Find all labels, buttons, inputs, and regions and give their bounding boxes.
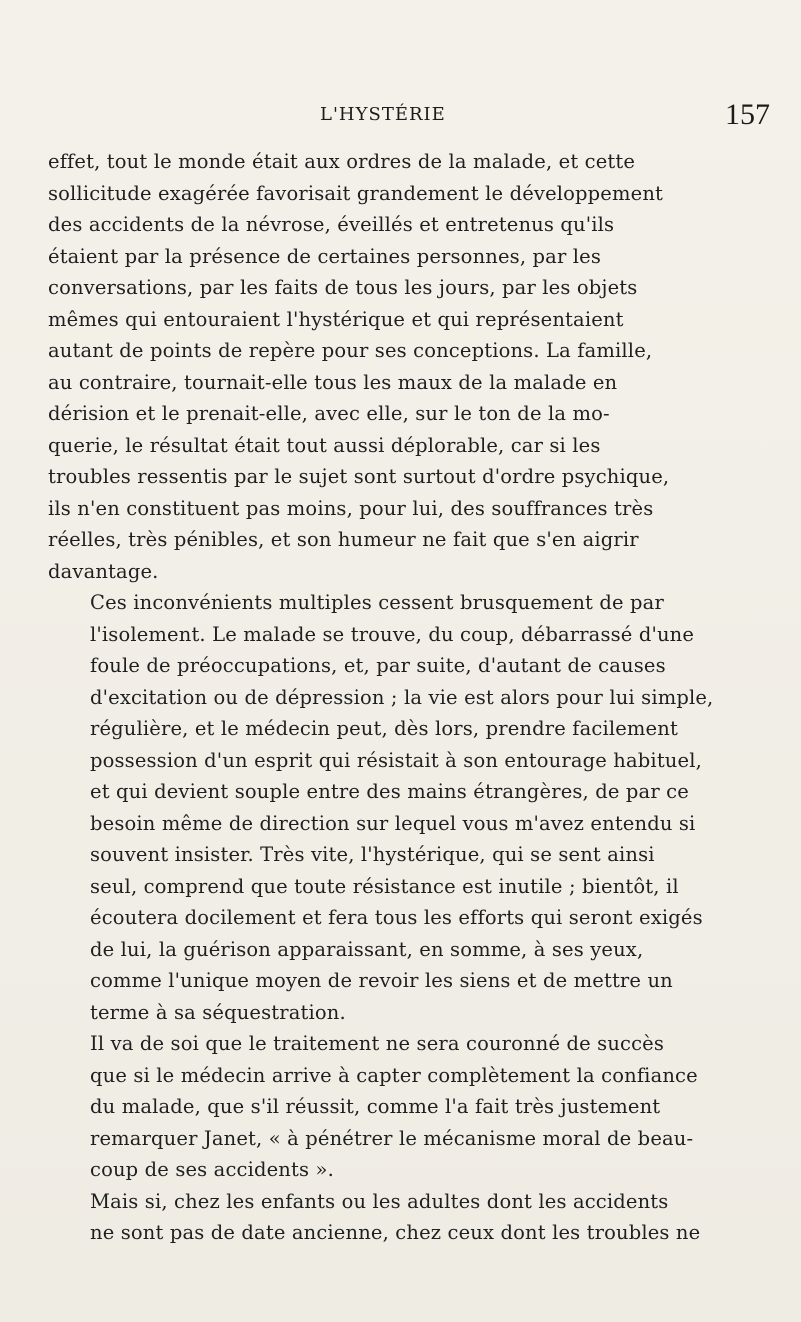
text-line: foule de préoccupations, et, par suite, d'autant de causes — [90, 654, 666, 677]
text-line: d'excitation ou de dépression ; la vie est alors pour lui simple, — [90, 685, 714, 709]
text-line: l'isolement. Le malade se trouve, du coup, débarrassé d'une — [90, 622, 695, 646]
body-text — [48, 146, 770, 1249]
text-line: terme à sa séquestration. — [90, 1000, 346, 1024]
text-line: au contraire, tournait-elle tous les maux de la malade en — [48, 370, 618, 394]
text-line: réelles, très pénibles, et son humeur ne fait que s'en aigrir — [48, 528, 639, 551]
text-line: régulière, et le médecin peut, dès lors, prendre facilement — [90, 717, 678, 740]
text-line: coup de ses accidents ». — [90, 1158, 334, 1181]
text-line: sollicitude exagérée favorisait grandement le développement — [48, 181, 664, 205]
text-line: mêmes qui entouraient l'hystérique et qui représentaient — [48, 307, 624, 331]
paragraph-4 — [48, 1186, 770, 1249]
text-line: écoutera docilement et fera tous les efforts qui seront exigés — [90, 906, 703, 929]
text-line: effet, tout le monde était aux ordres de la malade, et cette — [48, 150, 636, 173]
text-line: Ces inconvénients multiples cessent brusquement de par — [90, 591, 664, 614]
text-line: Il va de soi que le traitement ne sera couronné de succès — [90, 1032, 665, 1055]
text-line: besoin même de direction sur lequel vous m'avez entendu si — [90, 811, 696, 835]
text-line: ne sont pas de date ancienne, chez ceux dont les troubles ne — [90, 1221, 701, 1244]
text-line: seul, comprend que toute résistance est inutile ; bientôt, il — [90, 874, 679, 898]
page-number: 157 — [725, 98, 770, 131]
text-line: des accidents de la névrose, éveillés et entretenus qu'ils — [48, 213, 615, 236]
paragraph-2 — [48, 587, 770, 1028]
running-title: L'HYSTÉRIE — [320, 104, 446, 125]
text-line: dérision et le prenait-elle, avec elle, sur le ton de la mo- — [48, 402, 610, 425]
text-line: remarquer Janet, « à pénétrer le mécanisme moral de beau- — [90, 1126, 694, 1150]
text-line: que si le médecin arrive à capter complètement la confiance — [90, 1063, 698, 1087]
text-line: davantage. — [48, 559, 159, 583]
text-line: de lui, la guérison apparaissant, en somme, à ses yeux, — [90, 937, 644, 961]
paragraph-1 — [48, 146, 770, 587]
text-line: troubles ressentis par le sujet sont surtout d'ordre psychique, — [48, 465, 670, 488]
text-line: possession d'un esprit qui résistait à son entourage habituel, — [90, 748, 702, 772]
text-line: comme l'unique moyen de revoir les siens et de mettre un — [90, 969, 673, 992]
page-header — [50, 96, 770, 136]
text-line: et qui devient souple entre des mains étrangères, de par ce — [90, 780, 689, 803]
text-line: conversations, par les faits de tous les jours, par les objets — [48, 276, 638, 299]
text-line: Mais si, chez les enfants ou les adultes dont les accidents — [90, 1189, 669, 1213]
text-line: étaient par la présence de certaines personnes, par les — [48, 244, 601, 268]
text-line: ils n'en constituent pas moins, pour lui, des souffrances très — [48, 496, 654, 520]
text-line: autant de points de repère pour ses conceptions. La famille, — [48, 339, 653, 362]
text-line: souvent insister. Très vite, l'hystérique, qui se sent ainsi — [90, 843, 655, 866]
paragraph-3 — [48, 1028, 770, 1186]
text-line: querie, le résultat était tout aussi déplorable, car si les — [48, 433, 601, 457]
text-line: du malade, que s'il réussit, comme l'a fait très justement — [90, 1095, 661, 1118]
